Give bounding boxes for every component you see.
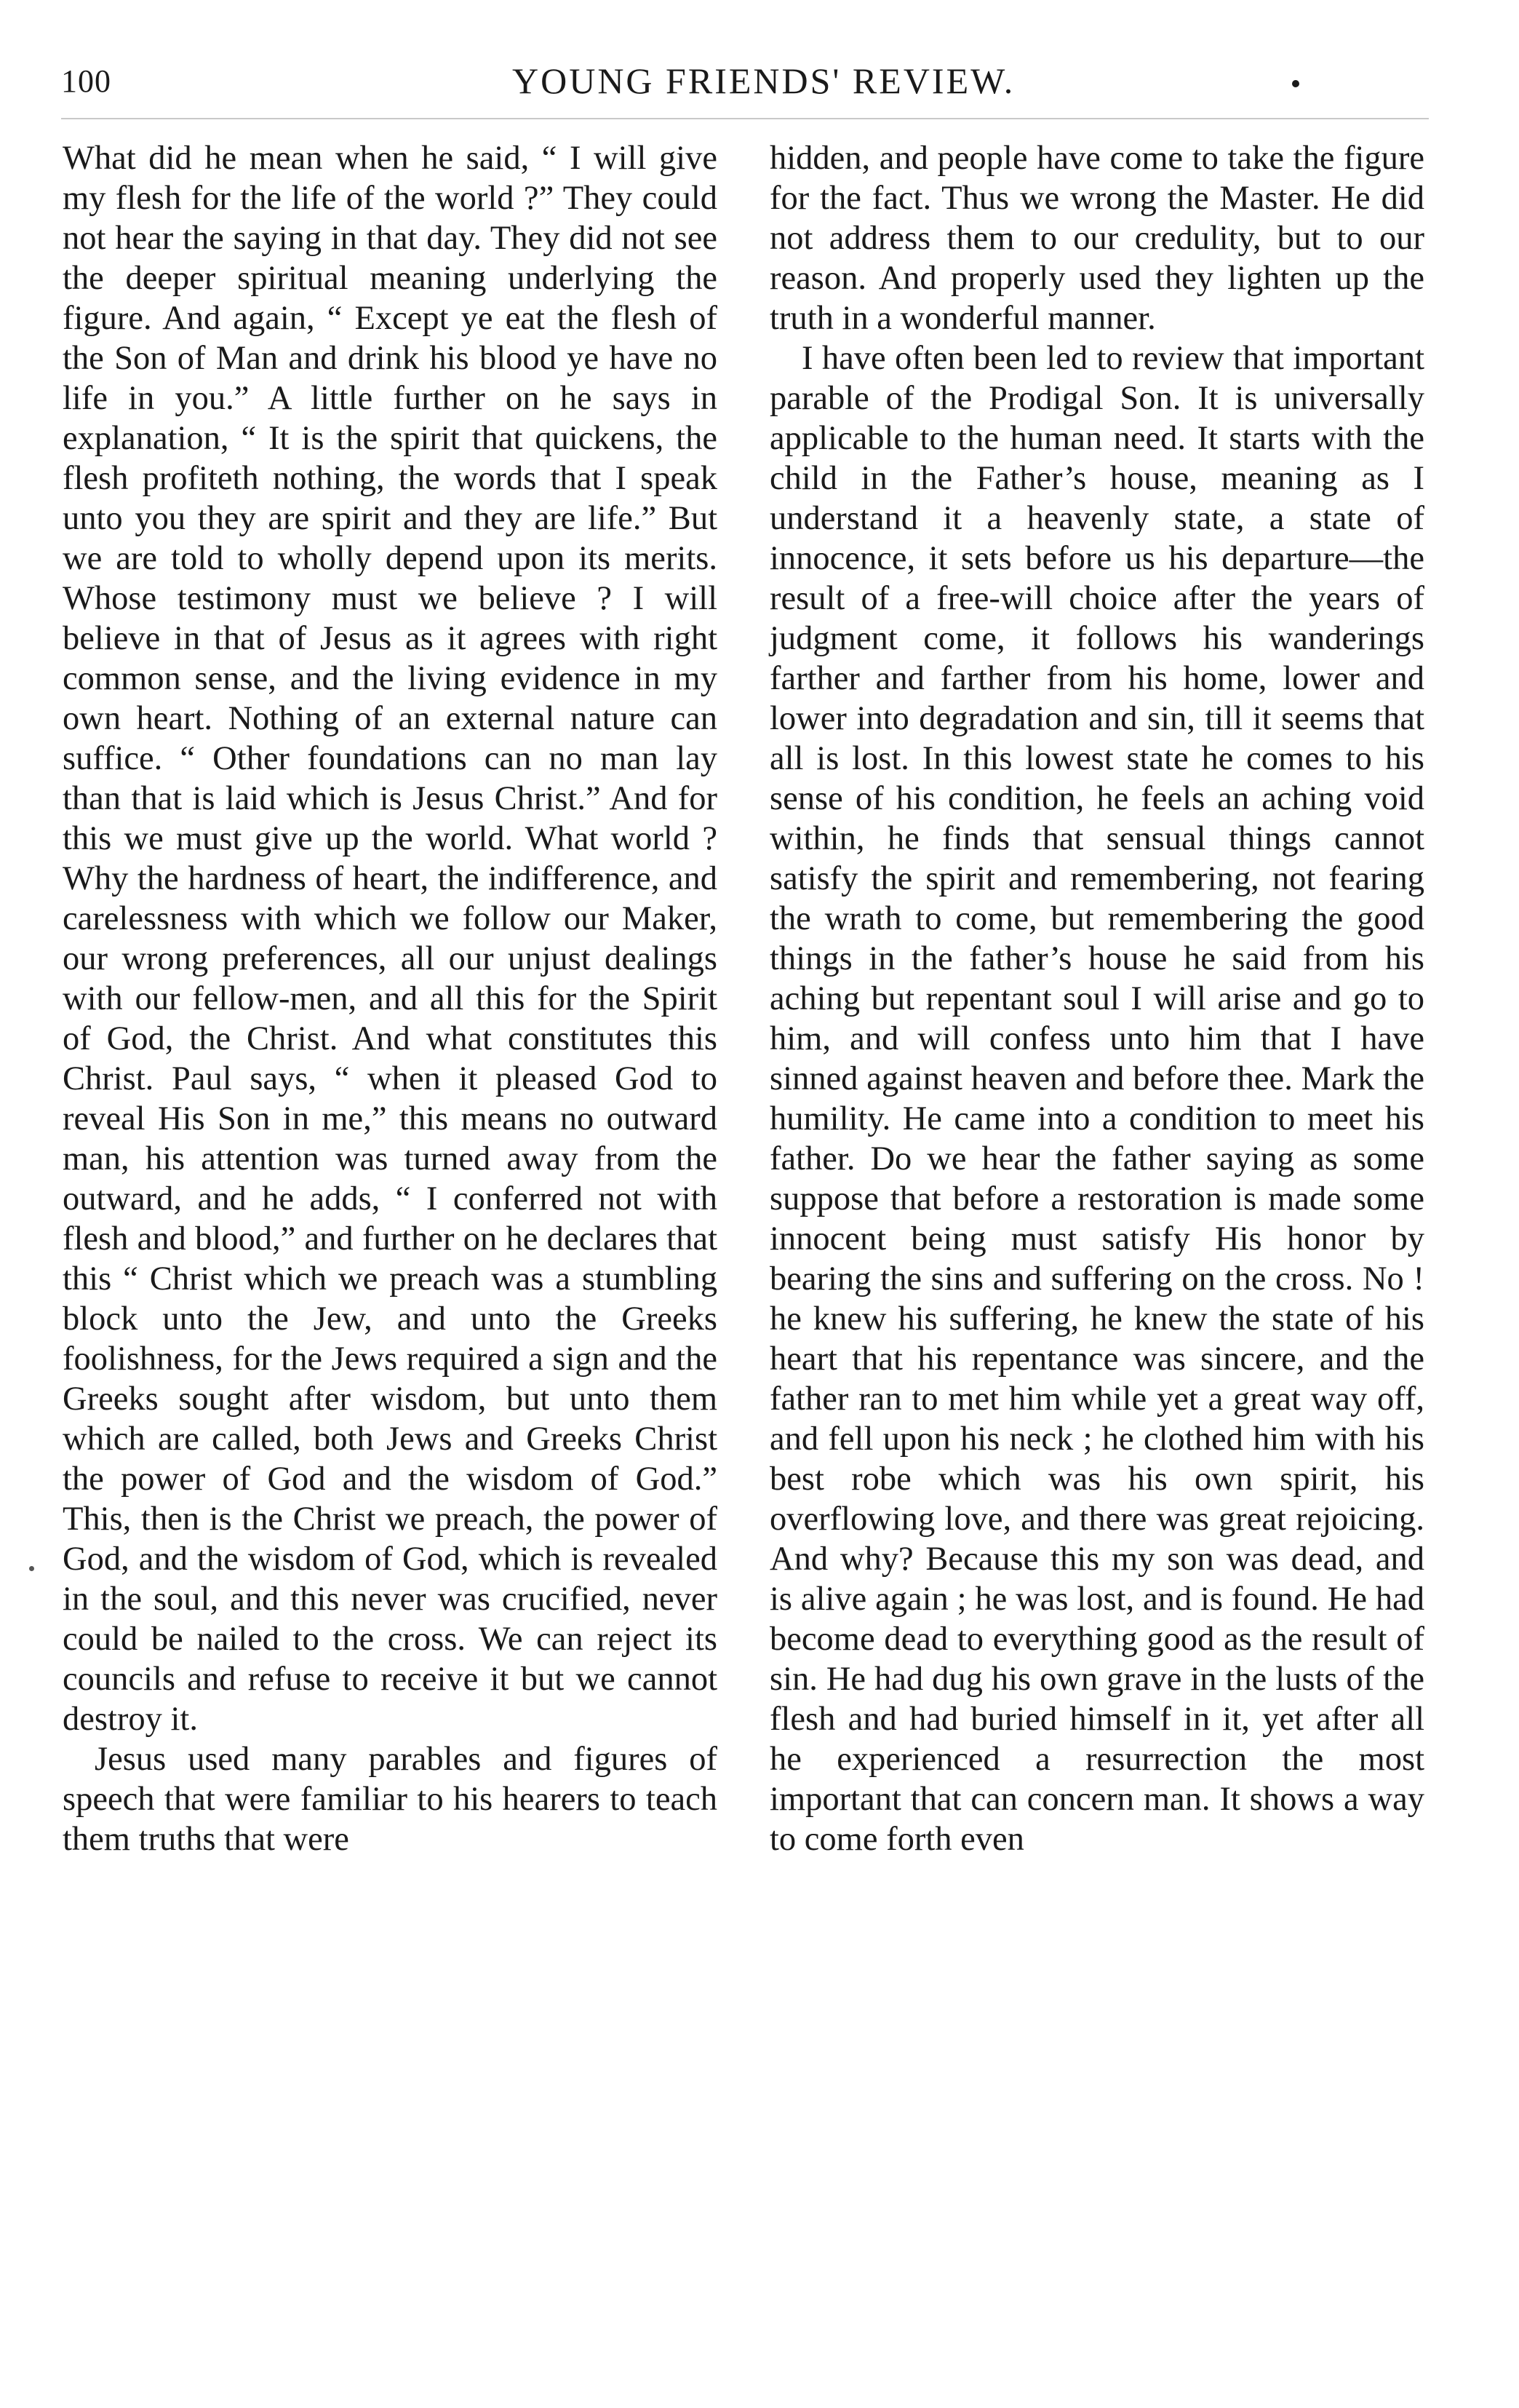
- running-head: YOUNG FRIENDS' REVIEW.: [512, 60, 1016, 101]
- left-column: [63, 138, 717, 1859]
- printer-dot: [1292, 80, 1299, 87]
- paragraph: Jesus used many parables and figures of speech that were familiar to his hearers to teach them truths that were: [63, 1741, 717, 1858]
- paragraph: hidden, and people have come to take the figure for the fact. Thus we wrong the Master. He did not address them to our credulity, but to our reason. And properly used they lighten up the truth in a wonderful manner.: [770, 140, 1424, 337]
- header-rule: [61, 118, 1429, 119]
- paragraph: I have often been led to review that important parable of the Prodigal Son. It is universally applicable to the human need. It starts with the child in the Father’s house, meaning as I understand it a heavenly state, a state of innocence, it sets before us his departure—the result of a free-will choice after the years of judgment come, it follows his wanderings farther and farther from his home, lower and lower into degradation and sin, till it seems that all is lost. In this lowest state he comes to his sense of his condition, he feels an aching void within, he finds that sensual things cannot satisfy the spirit and remembering, not fearing the wrath to come, but remembering the good things in the father’s house he said from his aching but repentant soul I will arise and go to him, and will confess unto him that I have sinned against heaven and before thee. Mark the humility. He came into a condition to meet his father. Do we hear the father saying as some suppose that before a restoration is made some innocent being must satisfy His honor by bearing the sins and suffering on the cross. No ! he knew his suffering, he knew the state of his heart that his repentance was sincere, and the father ran to met him while yet a great way off, and fell upon his neck ; he clothed him with his best robe which was his own spirit, his overflowing love, and there was great rejoicing. And why? Because this my son was dead, and is alive again ; he was lost, and is found. He had become dead to everything good as the result of sin. He had dug his own grave in the lusts of the flesh and had buried himself in it, yet after all he experienced a resurrection the most important that can concern man. It shows a way to come forth even: [770, 340, 1424, 1858]
- paragraph: What did he mean when he said, “ I will give my flesh for the life of the world ?” They could not hear the saying in that day. They did not see the deeper spiritual meaning underlying the figure. And again, “ Except ye eat the flesh of the Son of Man and drink his blood ye have no life in you.” A little further on he says in explanation, “ It is the spirit that quickens, the flesh profiteth nothing, the words that I speak unto you they are spirit and they are life.” But we are told to wholly depend upon its merits. Whose testimony must we believe ? I will believe in that of Jesus as it agrees with right common sense, and the living evidence in my own heart. Nothing of an external nature can suffice. “ Other foundations can no man lay than that is laid which is Jesus Christ.” And for this we must give up the world. What world ? Why the hardness of heart, the indifference, and carelessness with which we follow our Maker, our wrong preferences, all our unjust dealings with our fellow-men, and all this for the Spirit of God, the Christ. And what constitutes this Christ. Paul says, “ when it pleased God to reveal His Son in me,” this means no outward man, his attention was turned away from the outward, and he adds, “ I conferred not with flesh and blood,” and further on he declares that this “ Christ which we preach was a stumbling block unto the Jew, and unto the Greeks foolishness, for the Jews required a sign and the Greeks sought after wisdom, but unto them which are called, both Jews and Greeks Christ the power of God and the wisdom of God.” This, then is the Christ we preach, the power of God, and the wisdom of God, which is revealed in the soul, and this never was crucified, never could be nailed to the cross. We can reject its councils and refuse to receive it but we cannot destroy it.: [63, 140, 717, 1738]
- page-number: 100: [61, 63, 111, 99]
- margin-mark: [29, 1566, 34, 1571]
- right-column: [770, 138, 1424, 1859]
- page-header: [61, 60, 1443, 114]
